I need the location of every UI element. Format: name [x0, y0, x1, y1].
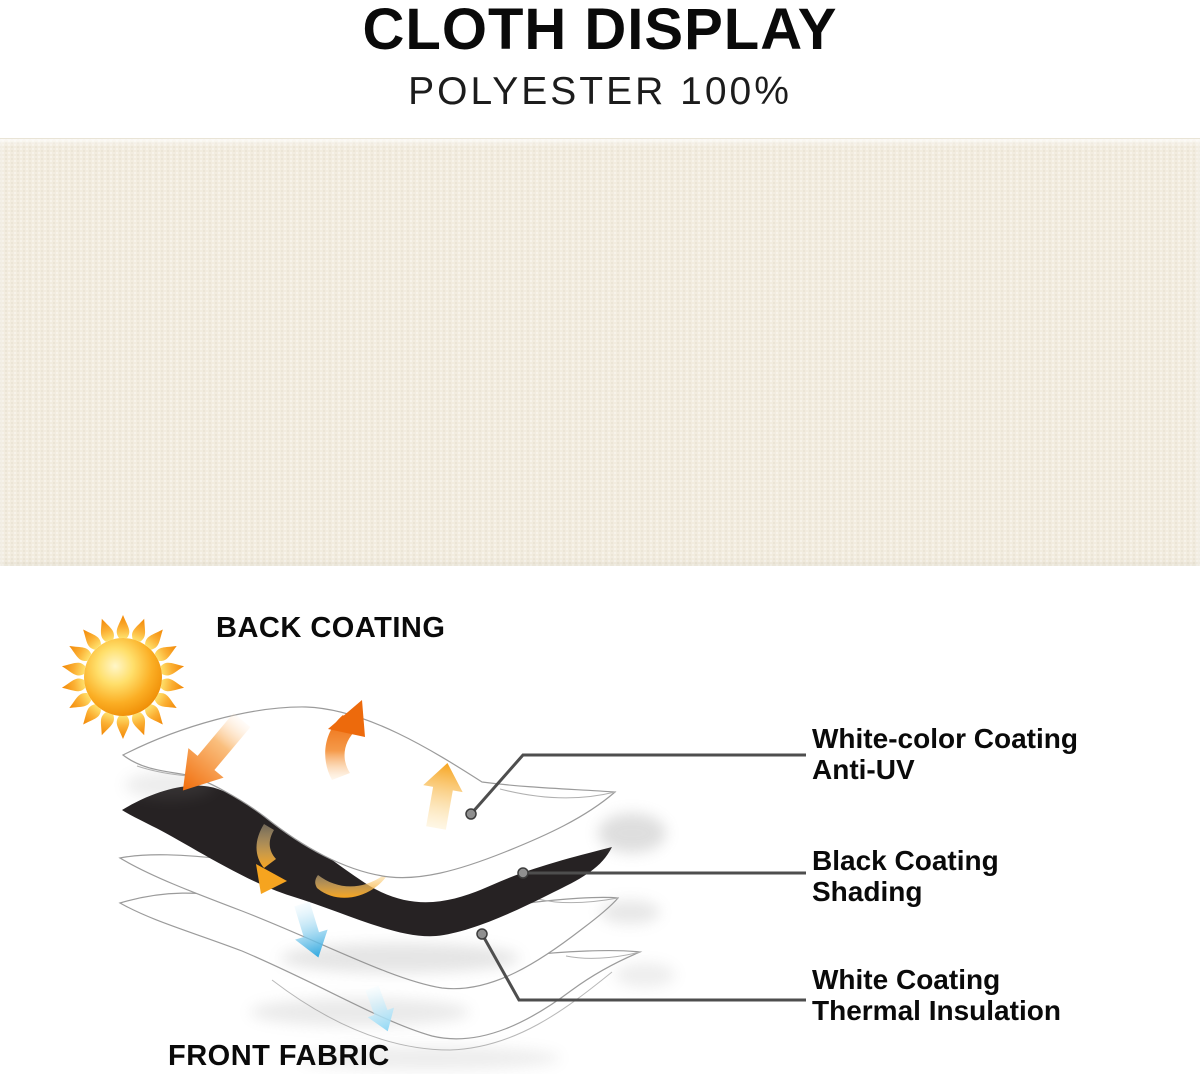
callout-line1: White Coating	[812, 964, 1001, 995]
callout-dot-anti-uv	[466, 809, 476, 819]
sun-icon	[61, 615, 185, 739]
callout-line2: Shading	[812, 876, 923, 907]
page-subtitle: POLYESTER 100%	[408, 70, 792, 113]
coating-layers-diagram	[0, 580, 1200, 1074]
callout-white-color-coating	[812, 723, 1078, 785]
fabric-swatch	[0, 138, 1200, 566]
callout-black-coating	[812, 845, 999, 907]
header	[0, 0, 1200, 112]
callout-line1: Black Coating	[812, 845, 999, 876]
callout-white-coating-thermal	[812, 964, 1061, 1026]
callout-dot-shading	[518, 868, 528, 878]
page-title: CLOTH DISPLAY	[362, 0, 838, 62]
callout-line2: Thermal Insulation	[812, 995, 1061, 1026]
front-fabric-label: FRONT FABRIC	[168, 1040, 390, 1072]
callout-line1: White-color Coating	[812, 723, 1078, 754]
back-coating-label: BACK COATING	[216, 612, 446, 644]
callout-dot-thermal	[477, 929, 487, 939]
callout-line2: Anti-UV	[812, 754, 915, 785]
